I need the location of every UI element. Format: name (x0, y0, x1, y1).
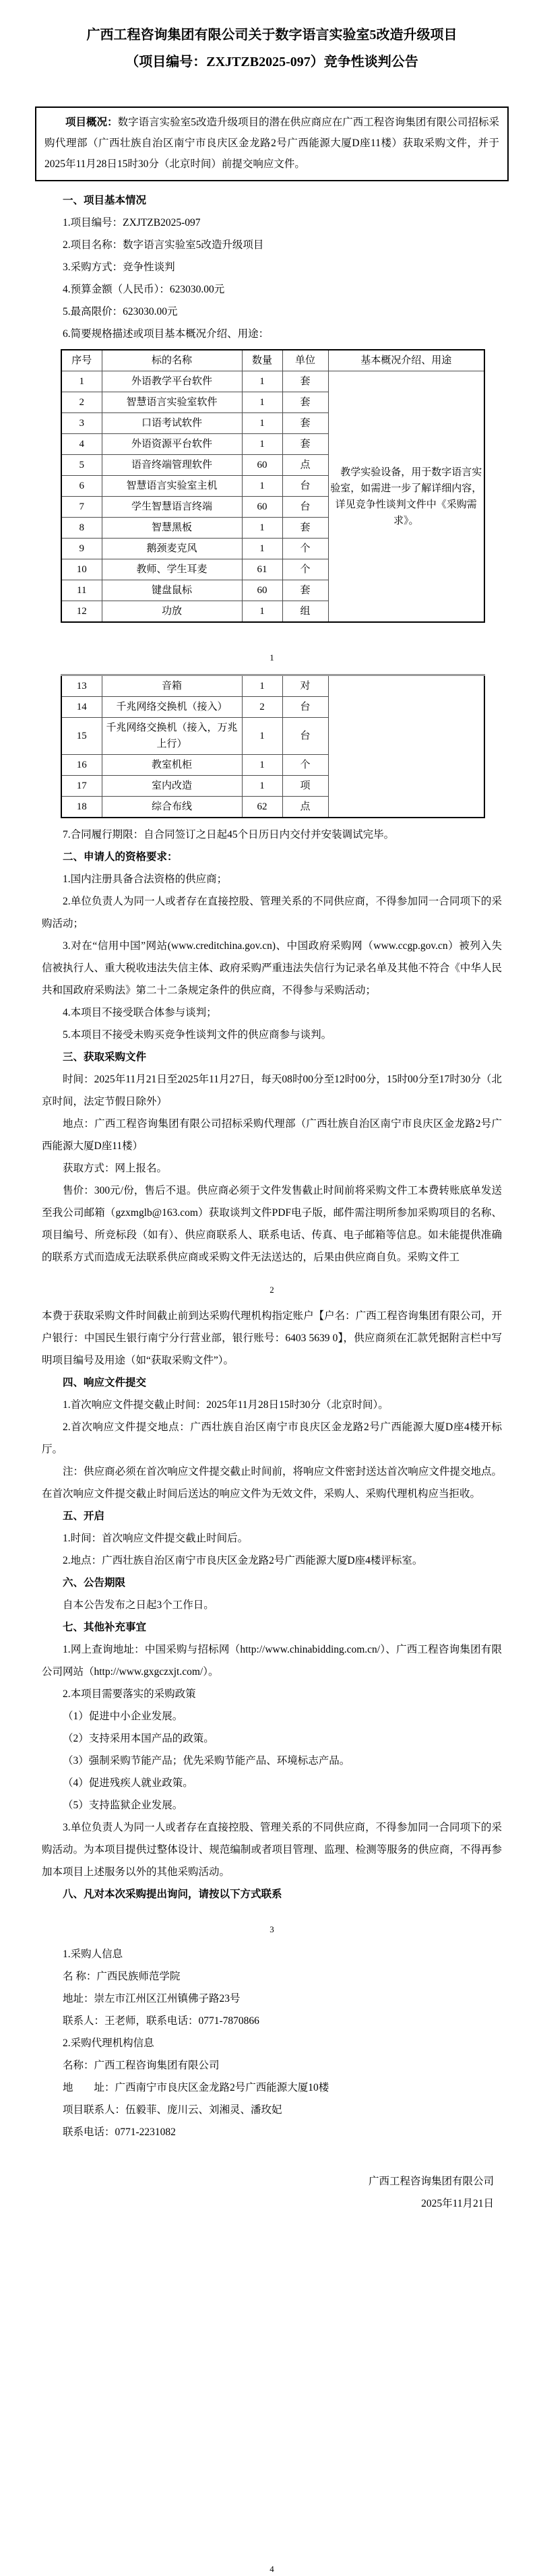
procurement-method-line: 3.采购方式：竞争性谈判 (63, 262, 175, 273)
col-header-desc: 基本概况介绍、用途 (328, 350, 484, 371)
response-deadline-line: 1.首次响应文件提交截止时间：2025年11月28日15时30分（北京时间）。 (63, 1399, 389, 1411)
table-row: 16 教室机柜 1 个 (61, 755, 484, 776)
table-row: 9 鹅颈麦克风 1 个 (61, 539, 484, 559)
doc-price-paragraph-continued: 本费于获取采购文件时间截止前到达采购代理机构指定账户【户名：广西工程咨询集团有限公司，开户银行：中国民生银行南宁分行营业部，银行账号：6403 5639 0】，供应商须在汇款凭据附言栏中写明项目编号及用途（如“获取采购文件”）。 (42, 1310, 502, 1366)
opening-place-line: 2.地点：广西壮族自治区南宁市良庆区金龙路2号广西能源大厦D座4楼评标室。 (63, 1555, 423, 1566)
qualification-item: 4.本项目不接受联合体参与谈判； (63, 1007, 217, 1018)
table-row: 18 综合布线 62 点 (61, 797, 484, 818)
project-name-line: 2.项目名称：数字语言实验室5改造升级项目 (63, 239, 264, 251)
budget-line: 4.预算金额（人民币）：623030.00元 (63, 284, 225, 295)
purchaser-address-line: 地址：崇左市江州区江州镇佛子路23号 (63, 1993, 241, 2004)
doc-price-paragraph: 售价：300元/份，售后不退。供应商必须于文件发售截止时间前将采购文件工本费转账底单发送至我公司邮箱（gzxmglb@163.com）获取谈判文件PDF电子版，邮件需注明所参加采购项目的名称、项目编号、所竞标段（如有）、供应商联系人、联系电话、传真、电子邮箱等信息。如未能提供准确的联系方式而造成无法联系供应商或采购文件无法送达的，后果由供应商自负。采购文件工 (42, 1185, 502, 1263)
spec-intro-line: 6.简要规格描述或项目基本概况介绍、用途： (63, 328, 270, 340)
page-number-1: 1 (270, 652, 274, 663)
col-header-unit: 单位 (282, 350, 328, 371)
section6-heading: 六、公告期限 (63, 1577, 126, 1589)
page-number-2: 2 (270, 1285, 274, 1295)
section1-heading: 一、项目基本情况 (63, 195, 147, 206)
col-header-qty: 数量 (242, 350, 282, 371)
qualification-item: 2.单位负责人为同一人或者存在直接控股、管理关系的不同供应商，不得参加同一合同项下的采购活动； (42, 896, 502, 929)
supplement-item: （3）强制采购节能产品；优先采购节能产品、环境标志产品。 (63, 1755, 350, 1767)
section4-heading: 四、响应文件提交 (63, 1377, 147, 1388)
qualification-item: 3.对在“信用中国”网站(www.creditchina.gov.cn)、中国政府采购网（www.ccgp.gov.cn）被列入失信被执行人、重大税收违法失信主体、政府采购严重违法失信行为记录名单及其他不符合《中华人民共和国政府采购法》第二十二条规定条件的供应商，不得参与采购活动； (42, 940, 502, 996)
table-row: 10 教师、学生耳麦 61 个 (61, 559, 484, 580)
supplement-item: （5）支持监狱企业发展。 (63, 1800, 183, 1811)
items-table-page1 (61, 349, 485, 623)
overview-body: 数字语言实验室5改造升级项目的潜在供应商应在广西工程咨询集团有限公司招标采购代理部（广西壮族自治区南宁市良庆区金龙路2号广西能源大厦D座11楼）获取采购文件，并于2025年11月28日15时30分（北京时间）前提交响应文件。 (44, 117, 499, 170)
doc-title (42, 22, 502, 75)
doc-title-line1: 广西工程咨询集团有限公司关于数字语言实验室5改造升级项目 (86, 28, 457, 42)
table-row: 3 口语考试软件 1 套 (61, 413, 484, 434)
table-row: 8 智慧黑板 1 套 (61, 518, 484, 539)
table-merged-empty-cell (328, 675, 484, 818)
table-row: 5 语音终端管理软件 60 点 (61, 455, 484, 476)
project-overview-text (44, 112, 499, 175)
table-row: 15 千兆网络交换机（接入，万兆上行） 1 台 (61, 718, 484, 755)
signature-date: 2025年11月21日 (421, 2198, 494, 2209)
signature-block (42, 2170, 502, 2215)
purchaser-name-line: 名 称：广西民族师范学院 (63, 1971, 181, 1982)
supplement-item: （4）促进残疾人就业政策。 (63, 1777, 193, 1789)
table-row: 17 室内改造 1 项 (61, 776, 484, 797)
announcement-period-line: 自本公告发布之日起3个工作日。 (63, 1599, 214, 1611)
page-number-4: 4 (270, 2564, 274, 2574)
page-number-3: 3 (270, 1924, 274, 1934)
table-row: 13 音箱 1 对 (61, 675, 484, 697)
supplement-item: 3.单位负责人为同一人或者存在直接控股、管理关系的不同供应商，不得参加同一合同项下的采购活动。为本项目提供过整体设计、规范编制或者项目管理、监理、检测等服务的供应商，不得再参加本项目上述服务以外的其他采购活动。 (42, 1822, 502, 1878)
response-note-line: 注：供应商必须在首次响应文件提交截止时间前，将响应文件密封送达首次响应文件提交地点。在首次响应文件提交截止时间后送达的响应文件为无效文件，采购人、采购代理机构应当拒收。 (42, 1466, 502, 1500)
purchaser-contact-line: 联系人：王老师，联系电话：0771-7870866 (63, 2015, 259, 2027)
agency-name-line: 名称：广西工程咨询集团有限公司 (63, 2060, 220, 2071)
table-row: 7 学生智慧语言终端 60 台 (61, 497, 484, 518)
contract-term-line: 7.合同履行期限：自合同签订之日起45个日历日内交付并安装调试完毕。 (63, 829, 395, 840)
agency-phone-line: 联系电话：0771-2231082 (63, 2126, 176, 2138)
purchaser-info-title: 1.采购人信息 (63, 1949, 123, 1960)
section2-heading: 二、申请人的资格要求： (63, 851, 178, 863)
agency-info-title: 2.采购代理机构信息 (63, 2037, 154, 2049)
opening-time-line: 1.时间：首次响应文件提交截止时间后。 (63, 1533, 249, 1544)
table-header-row (61, 350, 484, 371)
project-overview-box (35, 106, 509, 181)
table-row: 2 智慧语言实验室软件 1 套 (61, 392, 484, 413)
project-number-line: 1.项目编号：ZXJTZB2025-097 (63, 217, 201, 228)
table-row: 4 外语资源平台软件 1 套 (61, 434, 484, 455)
table-merged-note: 教学实验设备，用于数字语言实验室，如需进一步了解详细内容，详见竞争性谈判文件中《采购需求》。 (328, 371, 484, 623)
supplement-item: 1.网上查询地址：中国采购与招标网（http://www.chinabidding.com.cn/）、广西工程咨询集团有限公司网站（http://www.gxgczxjt.com/）。 (42, 1644, 502, 1678)
supplement-item: （2）支持采用本国产品的政策。 (63, 1733, 214, 1744)
doc-title-line2: （项目编号：ZXJTZB2025-097）竞争性谈判公告 (125, 55, 418, 69)
doc-obtain-method: 获取方式：网上报名。 (63, 1163, 168, 1174)
agency-address-line: 地 址：广西南宁市良庆区金龙路2号广西能源大厦10楼 (63, 2082, 329, 2093)
qualification-item: 1.国内注册具备合法资格的供应商； (63, 873, 228, 885)
doc-obtain-time: 时间：2025年11月21日至2025年11月27日，每天08时00分至12时00分，15时00分至17时30分（北京时间，法定节假日除外） (42, 1074, 502, 1107)
qualification-item: 5.本项目不接受未购买竞争性谈判文件的供应商参与谈判。 (63, 1029, 332, 1041)
response-place-line: 2.首次响应文件提交地点：广西壮族自治区南宁市良庆区金龙路2号广西能源大厦D座4楼开标厅。 (42, 1421, 502, 1455)
table-row: 12 功放 1 组 (61, 601, 484, 623)
section5-heading: 五、开启 (63, 1510, 105, 1522)
price-limit-line: 5.最高限价：623030.00元 (63, 306, 178, 317)
supplement-item: 2.本项目需要落实的采购政策 (63, 1688, 196, 1700)
section7-heading: 七、其他补充事宜 (63, 1622, 147, 1633)
overview-label: 项目概况： (65, 117, 118, 128)
table-row: 14 千兆网络交换机（接入） 2 台 (61, 697, 484, 718)
doc-obtain-place: 地点：广西工程咨询集团有限公司招标采购代理部（广西壮族自治区南宁市良庆区金龙路2号广西能源大厦D座11楼） (42, 1118, 502, 1152)
col-header-no: 序号 (61, 350, 102, 371)
col-header-name: 标的名称 (102, 350, 242, 371)
table-row: 6 智慧语言实验室主机 1 台 (61, 476, 484, 497)
supplement-item: （1）促进中小企业发展。 (63, 1711, 183, 1722)
signature-company: 广西工程咨询集团有限公司 (368, 2176, 494, 2187)
section3-heading: 三、获取采购文件 (63, 1051, 147, 1063)
section8-heading: 八、凡对本次采购提出询问，请按以下方式联系 (63, 1889, 282, 1900)
items-table-page2 (61, 674, 485, 818)
agency-contacts-line: 项目联系人：伍毅菲、庞川云、刘湘灵、潘玫妃 (63, 2104, 282, 2116)
table-row: 1 外语教学平台软件 1 套 教学实验设备，用于数字语言实验室，如需进一步了解详细内容，详见竞争性谈判文件中《采购需求》。 (61, 371, 484, 392)
table-row: 11 键盘鼠标 60 套 (61, 580, 484, 601)
